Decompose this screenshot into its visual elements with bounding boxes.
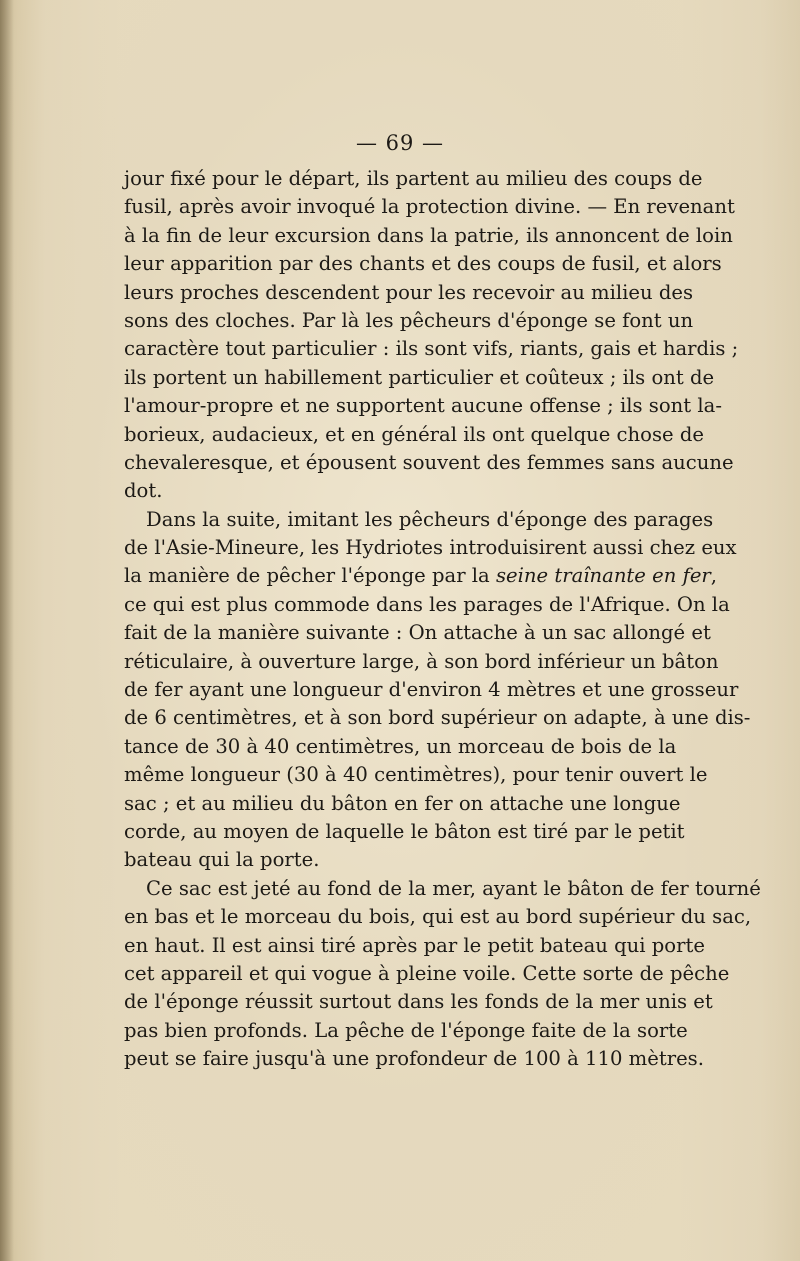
text-line: sons des cloches. Par là les pêcheurs d'éponge se font un (124, 308, 694, 332)
text-line: en haut. Il est ainsi tiré après par le petit bateau qui porte (124, 933, 705, 957)
text-line: à la fin de leur excursion dans la patrie, ils annoncent de loin (124, 223, 733, 247)
text-line: ce qui est plus commode dans les parages de l'Afrique. On la (124, 592, 730, 616)
text-line: peut se faire jusqu'à une profondeur de 100 à 110 mètres. (124, 1047, 704, 1071)
italic-phrase: seine traînante en fer (495, 564, 711, 588)
text-line-with-italic (124, 562, 718, 590)
text-line: pas bien profonds. La pêche de l'éponge faite de la sorte (124, 1018, 688, 1042)
text-line: dot. (124, 479, 163, 503)
text-line: même longueur (30 à 40 centimètres), pour tenir ouvert le (124, 763, 708, 787)
text-line: bateau qui la porte. (124, 848, 320, 872)
text-line: de 6 centimètres, et à son bord supérieur on adapte, à une dis- (124, 706, 751, 730)
text-line: jour fixé pour le départ, ils partent au milieu des coups de (124, 167, 703, 190)
text-line: de fer ayant une longueur d'environ 4 mètres et une grosseur (124, 678, 739, 702)
text-line: caractère tout particulier : ils sont vifs, riants, gais et hardis ; (124, 337, 739, 361)
text-line: fusil, après avoir invoqué la protection divine. — En revenant (124, 195, 735, 219)
page-number: — 69 — (355, 131, 445, 155)
text-line: borieux, audacieux, et en général ils ont quelque chose de (124, 422, 704, 446)
body-text (124, 165, 761, 1074)
text-line: sac ; et au milieu du bâton en fer on attache une longue (124, 791, 681, 815)
text-line: tance de 30 à 40 centimètres, un morceau de bois de la (124, 734, 677, 758)
text-line: en bas et le morceau du bois, qui est au bord supérieur du sac, (124, 905, 752, 929)
text-line: de l'éponge réussit surtout dans les fonds de la mer unis et (124, 990, 713, 1014)
text-line: de l'Asie-Mineure, les Hydriotes introduisirent aussi chez eux (124, 536, 737, 560)
text-line: fait de la manière suivante : On attache à un sac allongé et (124, 621, 711, 645)
text-segment: , (710, 564, 718, 588)
spine-shadow (0, 0, 14, 1261)
text-line: Ce sac est jeté au fond de la mer, ayant le bâton de fer tourné (146, 876, 761, 900)
text-line: chevaleresque, et épousent souvent des femmes sans aucune (124, 450, 734, 474)
text-line: cet appareil et qui vogue à pleine voile. Cette sorte de pêche (124, 961, 730, 985)
text-line: Dans la suite, imitant les pêcheurs d'éponge des parages (146, 507, 714, 531)
text-segment: la manière de pêcher l'éponge par la (124, 564, 496, 588)
text-line: réticulaire, à ouverture large, à son bord inférieur un bâton (124, 649, 719, 673)
text-line: leurs proches descendent pour les recevoir au milieu des (124, 280, 694, 304)
text-line: corde, au moyen de laquelle le bâton est tiré par le petit (124, 819, 685, 843)
text-line: ils portent un habillement particulier et coûteux ; ils ont de (124, 365, 715, 389)
text-line: leur apparition par des chants et des coups de fusil, et alors (124, 252, 722, 276)
text-line: l'amour-propre et ne supportent aucune offense ; ils sont la- (124, 394, 722, 418)
